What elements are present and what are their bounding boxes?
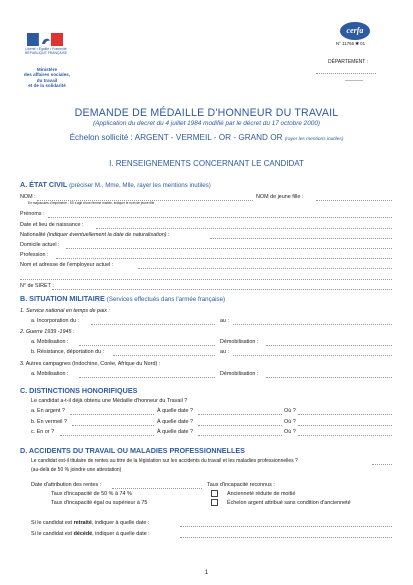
employeur-field[interactable]: [138, 268, 392, 269]
guerre-label: 2. Guerre 1939 -1945 :: [20, 329, 75, 335]
profession-label: Profession :: [20, 252, 49, 258]
ministry-line: du travail: [36, 77, 58, 83]
incorporation-label: a. Incorporation du :: [31, 318, 79, 324]
prenoms-label: Prénoms :: [20, 211, 45, 217]
vermeil-label: b. En vermeil ?: [31, 419, 67, 425]
nom-label: NOM :: [20, 194, 36, 200]
ministry-line: des affaires sociales,: [23, 72, 71, 78]
mobilisation3-label: a. Mobilisation :: [31, 371, 69, 377]
accidents-intro: Le candidat est-il titulaire de rentes au titre de la législation sur les accidents du travail et les maladies professionnelles ?: [31, 458, 298, 464]
accidents-intro-note: (au-delà de 50 % joindre une attestation): [31, 467, 122, 473]
argent-date-field[interactable]: [198, 414, 282, 415]
argent-ou-field[interactable]: [298, 414, 392, 415]
militaire-heading: [20, 294, 225, 303]
retraite-pre: Si le candidat est: [31, 520, 74, 526]
echelon-line: [0, 133, 413, 142]
distinctions-intro: Le candidat a-t-il déjà obtenu une Médaille d'honneur du Travail ?: [31, 398, 188, 404]
resistance-au-label: au :: [220, 349, 229, 355]
argent-label: a. En argent ?: [31, 408, 65, 414]
ministry-line: Ministère: [36, 67, 58, 72]
decede-word: décédé: [73, 531, 93, 537]
argent-date-label: À quelle date ?: [157, 408, 193, 414]
etat-civil-note: (préciser M., Mme, Mlle, rayer les mentions inutiles): [69, 182, 211, 189]
employeur-label: Nom et adresse de l'employeur actuel :: [20, 262, 114, 268]
mobilisation-label: a. Mobilisation :: [31, 339, 69, 345]
nationalite-colon: :: [166, 232, 170, 238]
decede-pre: Si le candidat est: [31, 531, 74, 537]
date-lieu-label: Date et lieu de naissance :: [20, 222, 84, 228]
accidents-answer-field[interactable]: [372, 464, 392, 465]
vermeil-date-field[interactable]: [198, 425, 282, 426]
retraite-date-field[interactable]: [180, 526, 392, 527]
incorporation-au-label: au :: [220, 318, 229, 324]
date-attribution-field[interactable]: [112, 488, 202, 489]
argent-ou-label: Où ?: [284, 408, 296, 414]
domicile-label: Domicile actuel :: [20, 242, 60, 248]
etat-civil-heading: [20, 180, 211, 189]
date-attribution-label: Date d'attribution des rentes :: [31, 482, 102, 488]
taux1-label: Taux d'incapacité de 50 % à 74 %: [51, 491, 132, 497]
taux-reconnus-label: Taux d'incapacité reconnus :: [207, 482, 275, 488]
siret-label: N° de SIRET :: [20, 283, 54, 289]
taux2-result: Échelon argent attribué sans condition d'ancienneté: [227, 500, 351, 506]
service-national-label: 1. Service national en temps de paix :: [20, 308, 110, 314]
taux1-checkbox[interactable]: [211, 490, 218, 497]
decede-date-field[interactable]: [180, 537, 392, 538]
logo-country: RÉPUBLIQUE FRANÇAISE: [24, 51, 68, 55]
demobilisation-field[interactable]: [266, 345, 392, 346]
departement-field[interactable]: [316, 73, 376, 74]
decede-post: , indiquer à quelle date :: [92, 531, 150, 537]
autres-campagnes-label: 3. Autres campagnes (Indochine, Corée, Afrique du Nord) :: [20, 361, 161, 367]
employeur-field-2[interactable]: [20, 279, 392, 280]
nationalite-label: Nationalité: [20, 232, 46, 238]
demobilisation3-field[interactable]: [266, 377, 392, 378]
vermeil-ou-label: Où ?: [284, 419, 296, 425]
nom-note: En majuscules d'imprimerie - S'il s'agit d'une femme mariée, indiquer le nom de jeune fille: [28, 201, 155, 205]
vermeil-date-label: À quelle date ?: [157, 419, 193, 425]
mobilisation-field[interactable]: [79, 345, 215, 346]
form-application-decree: (Application du decret du 4 juillet 1984 modifié par le décret du 17 octobre 2000): [92, 120, 320, 127]
or-field[interactable]: [60, 435, 154, 436]
incorporation-field[interactable]: [91, 324, 215, 325]
decede-line: [31, 531, 150, 537]
date-lieu-field[interactable]: [96, 228, 392, 229]
page-number: 1: [204, 570, 209, 576]
departement-code-field[interactable]: [345, 80, 363, 81]
militaire-note: (Services effectués dans l'armée française): [106, 296, 226, 303]
vermeil-field[interactable]: [72, 425, 154, 426]
incorporation-au-field[interactable]: [233, 324, 392, 325]
vermeil-ou-field[interactable]: [298, 425, 392, 426]
or-label: c. En or ?: [31, 429, 55, 435]
prenoms-field[interactable]: [48, 217, 392, 218]
departement-label: DÉPARTEMENT :: [328, 59, 369, 65]
or-date-field[interactable]: [198, 435, 282, 436]
or-ou-field[interactable]: [298, 435, 392, 436]
taux1-result: Ancienneté réduite de moitié: [227, 491, 296, 497]
demobilisation-label: Démobilisation :: [220, 339, 259, 345]
resistance-au-field[interactable]: [233, 355, 392, 356]
republique-logo: [25, 32, 67, 60]
retraite-line: [31, 520, 149, 526]
resistance-field[interactable]: [113, 355, 215, 356]
marianne-logo-icon: [25, 32, 67, 60]
mobilisation3-field[interactable]: [79, 377, 215, 378]
section-heading-candidat: I. RENSEIGNEMENTS CONCERNANT LE CANDIDAT: [109, 159, 304, 168]
retraite-word: retraité: [73, 520, 92, 526]
cerfa-number: N° 11766 ✱ 01: [336, 41, 366, 46]
or-ou-label: Où ?: [284, 429, 296, 435]
distinctions-heading: C. DISTINCTIONS HONORIFIQUES: [20, 386, 138, 395]
taux2-checkbox[interactable]: [211, 499, 218, 506]
militaire-title: B. SITUATION MILITAIRE: [20, 294, 105, 303]
retraite-post: , indiquer à quelle date :: [91, 520, 150, 526]
nom-jeune-fille-field[interactable]: [316, 200, 392, 201]
echelon-note: (rayer les mentions inutiles): [284, 137, 344, 142]
ministry-name: [8, 67, 86, 89]
logo-caption: Liberté • Égalité • Fraternité: [25, 47, 67, 51]
nationalite-note: (indiquer éventuellement la date de naturalisation): [46, 232, 167, 238]
cerfa-logo: cerfa: [340, 22, 370, 40]
etat-civil-title: A. ÉTAT CIVIL: [20, 180, 68, 189]
taux2-label: Taux d'incapacité égal ou supérieur à 75: [51, 500, 148, 506]
profession-field[interactable]: [56, 258, 392, 259]
demobilisation3-label: Démobilisation :: [220, 371, 259, 377]
form-title: DEMANDE DE MÉDAILLE D'HONNEUR DU TRAVAIL: [74, 107, 339, 119]
domicile-field[interactable]: [66, 248, 392, 249]
or-date-label: À quelle date ?: [157, 429, 193, 435]
resistance-label: b. Résistance, déportation du :: [31, 349, 105, 355]
nationalite-field[interactable]: [210, 238, 392, 239]
siret-field[interactable]: [52, 289, 392, 290]
nationalite-line: [20, 232, 170, 238]
nom-jeune-fille-label: NOM de jeune fille :: [256, 194, 304, 200]
echelon-label: Échelon sollicité : ARGENT - VERMEIL - OR - GRAND OR: [69, 133, 283, 142]
accidents-heading: D. ACCIDENTS DU TRAVAIL OU MALADIES PROFESSIONNELLES: [20, 446, 245, 455]
ministry-line: et de la solidarité: [28, 83, 66, 89]
argent-field[interactable]: [70, 414, 154, 415]
